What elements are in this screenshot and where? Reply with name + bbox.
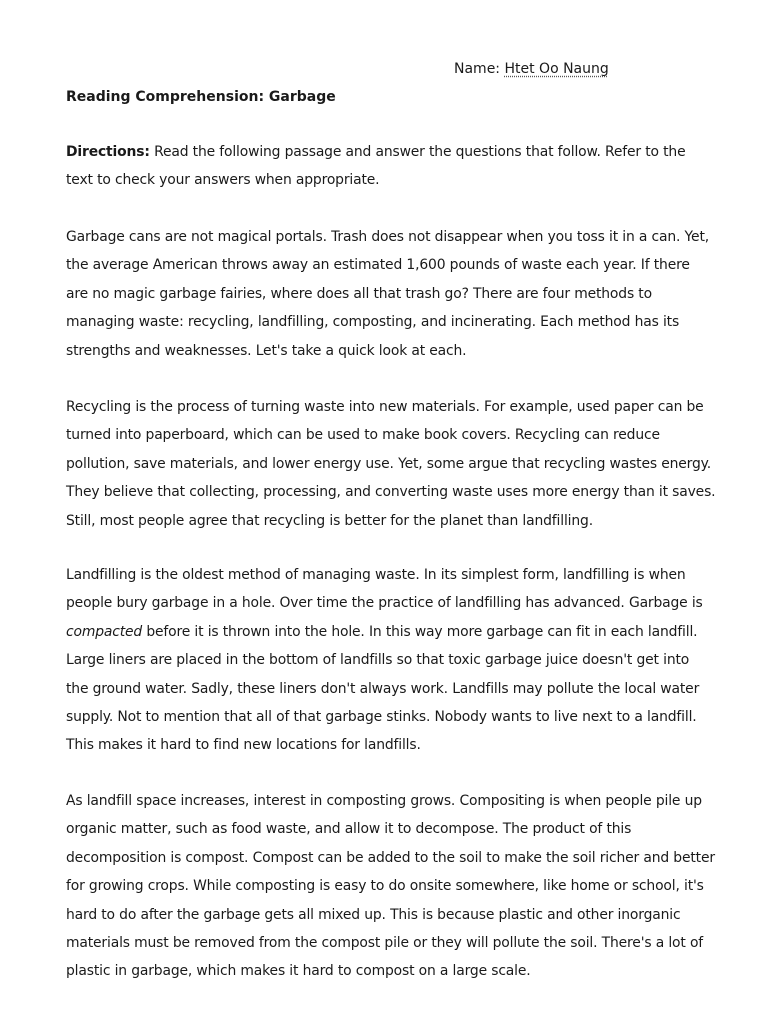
directions-label: Directions: <box>66 144 150 160</box>
text-line: organic matter, such as food waste, and allow it to decompose. The product of this <box>66 821 632 838</box>
text-line: Large liners are placed in the bottom of landfills so that toxic garbage juice doesn't get into <box>66 652 690 669</box>
text-line: Recycling is the process of turning waste into new materials. For example, used paper can be <box>66 399 704 415</box>
directions-paragraph <box>66 138 706 195</box>
text-line: Garbage cans are not magical portals. Trash does not disappear when you toss it in a can. Yet, <box>66 229 710 245</box>
text-line: decomposition is compost. Compost can be added to the soil to make the soil richer and better <box>66 849 715 866</box>
text-line: people bury garbage in a hole. Over time the practice of landfilling has advanced. Garbage is <box>66 595 703 612</box>
text-line: They believe that collecting, processing, and converting waste uses more energy than it saves. <box>66 484 716 501</box>
text-line: Landfilling is the oldest method of managing waste. In its simplest form, landfilling is when <box>66 567 686 583</box>
text-line: for growing crops. While composting is easy to do onsite somewhere, like home or school, it's <box>66 878 704 895</box>
text-line: are no magic garbage fairies, where does all that trash go? There are four methods to <box>66 285 652 302</box>
text-segment: before it is thrown into the hole. In this way more garbage can fit in each landfill. <box>142 623 698 640</box>
composting-paragraph <box>66 787 715 986</box>
text-line: turned into paperboard, which can be used to make book covers. Recycling can reduce <box>66 427 660 444</box>
text-line: the average American throws away an estimated 1,600 pounds of waste each year. If there <box>66 257 690 274</box>
name-label: Name: <box>454 61 505 77</box>
document-title: Reading Comprehension: Garbage <box>66 89 336 105</box>
text-line: This makes it hard to find new locations for landfills. <box>66 737 421 754</box>
directions-line <box>66 138 706 166</box>
student-name: Htet Oo Naung <box>504 61 609 77</box>
emphasized-word: compacted <box>66 623 143 640</box>
intro-paragraph <box>66 223 710 365</box>
text-line: strengths and weaknesses. Let's take a quick look at each. <box>66 342 467 359</box>
recycling-paragraph <box>66 393 716 535</box>
text-line: materials must be removed from the compost pile or they will pollute the soil. There's a lot of <box>66 935 704 952</box>
student-name-line <box>454 59 609 79</box>
text-line: pollution, save materials, and lower energy use. Yet, some argue that recycling wastes energy. <box>66 455 711 472</box>
text-line: hard to do after the garbage gets all mixed up. This is because plastic and other inorganic <box>66 906 681 923</box>
text-line: plastic in garbage, which makes it hard to compost on a large scale. <box>66 963 531 980</box>
text-line: the ground water. Sadly, these liners don't always work. Landfills may pollute the local water <box>66 680 700 697</box>
text-line: As landfill space increases, interest in composting grows. Compositing is when people pile up <box>66 793 702 809</box>
text-line: managing waste: recycling, landfilling, composting, and incinerating. Each method has its <box>66 314 680 331</box>
landfilling-paragraph <box>66 561 706 760</box>
directions-line: text to check your answers when appropriate. <box>66 172 380 189</box>
directions-text: Read the following passage and answer the questions that follow. Refer to the <box>149 144 686 160</box>
text-line <box>66 618 706 646</box>
text-line: Still, most people agree that recycling is better for the planet than landfilling. <box>66 512 593 529</box>
text-line: supply. Not to mention that all of that garbage stinks. Nobody wants to live next to a landfill. <box>66 709 697 726</box>
